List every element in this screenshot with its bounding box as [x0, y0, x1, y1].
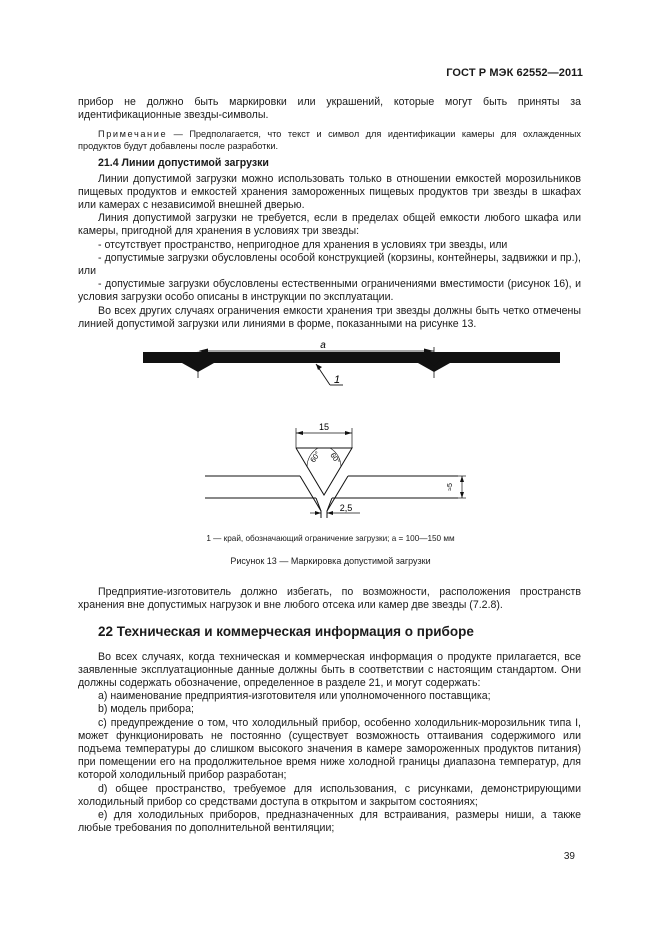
figure-legend: 1 — край, обозначающий ограничение загрузки; а = 100—150 мм: [206, 534, 455, 543]
list-item-e: e) для холодильных приборов, предназначенных для встраивания, размеры ниши, а также любые требования по дополнительной вентиляции;: [78, 809, 581, 835]
list-item-b: b) модель прибора;: [98, 703, 194, 716]
list-item-a: а) наименование предприятия-изготовителя или уполномоченного поставщика;: [98, 690, 491, 703]
paragraph: Линия допустимой загрузки не требуется, если в пределах общей емкости любого шкафа или камеры, пригодной для хранения в условиях три звезды:: [78, 212, 581, 238]
note-label: Примечание: [98, 129, 168, 140]
text-block-bottom: [78, 586, 581, 835]
paragraph: Линии допустимой загрузки можно использовать только в отношении емкостей морозильников пищевых продуктов и емкостей хранения замороженных пищевых продуктов три звезды в шкафах или камерах с независимой внешней дверью.: [78, 172, 581, 212]
label-1: 1: [334, 374, 341, 386]
list-item: - допустимые загрузки обусловлены особой конструкцией (корзины, контейнеры, задвижки и пр.), или: [78, 251, 581, 278]
page-number: 39: [563, 851, 575, 862]
dim-label-15: 15: [318, 422, 330, 432]
list-item-d: d) общее пространство, требуемое для использования, с рисунками, демонстрирующими холодильный прибор со средствами доступа в открытом и закрытом состояниях;: [78, 782, 581, 808]
v-left-outer: [300, 476, 321, 511]
paragraph: Предприятие-изготовитель должно избегать, по возможности, расположения пространств хранения вне допустимых нагрузок и вне любого отсека или камер две звезды (7.2.8).: [78, 586, 581, 612]
paragraph: Во всех случаях, когда техническая и коммерческая информация о продукте прилагается, все заявленные эксплуатационные данные должны быть в соответствии с настоящим стандартом. Они должны содержать обозначение, определенное в разделе 21, и могут содержать:: [78, 650, 581, 690]
paragraph: прибор не должно быть маркировки или украшений, которые могут быть приняты за идентификационные звезды-символы.: [78, 96, 581, 122]
list-item: - допустимые загрузки обусловлены естественными ограничениями вместимости (рисунок 16), и условия загрузки особо описаны в инструкции по эксплуатации.: [78, 278, 581, 304]
list-item: - отсутствует пространство, непригодное для хранения в условиях три звезды, или: [98, 238, 508, 251]
arrow-head: [460, 476, 464, 482]
dim-label-60-left: 60°: [308, 449, 323, 465]
triangle-gap: [182, 338, 214, 352]
note-text: — Предполагается, что текст и символ для идентификации камеры для охлажденных продуктов будут добавлены после разработки.: [78, 129, 581, 152]
document-header: ГОСТ Р МЭК 62552—2011: [446, 67, 583, 79]
arrow-head: [345, 431, 352, 435]
paragraph: Во всех других случаях ограничения емкости хранения три звезды должны быть четко отмечены линией допустимой загрузки или линиями в форме, показанными на рисунке 13.: [78, 304, 581, 330]
leader-arrow: [316, 364, 322, 370]
list-item-c: c) предупреждение о том, что холодильный прибор, особенно холодильник-морозильник типа I, может функционировать не постоянно (существует возможность оттаивания содержимого или подъема температуры до слишком высокого значения в камере замороженных продуктов питания) при помещении его на продолжительное время ниже холодной границы диапазона температур, для которой холодильный прибор разработан;: [78, 716, 581, 782]
figure-caption: Рисунок 13 — Маркировка допустимой загрузки: [230, 556, 431, 566]
arrow-head: [315, 511, 321, 515]
label-a: а: [320, 340, 326, 351]
dim-label-5: ≈5: [447, 483, 454, 491]
arrow-head: [460, 492, 464, 498]
dim-label-2-5: 2,5: [339, 503, 353, 513]
dim-label-60-right: 60°: [328, 450, 343, 466]
section-heading-22: 22 Техническая и коммерческая информация о приборе: [98, 624, 474, 640]
detail-triangle: [296, 448, 352, 495]
arrow-head: [296, 431, 303, 435]
section-heading-21-4: 21.4 Линии допустимой загрузки: [98, 157, 269, 170]
arrow-head: [327, 511, 333, 515]
